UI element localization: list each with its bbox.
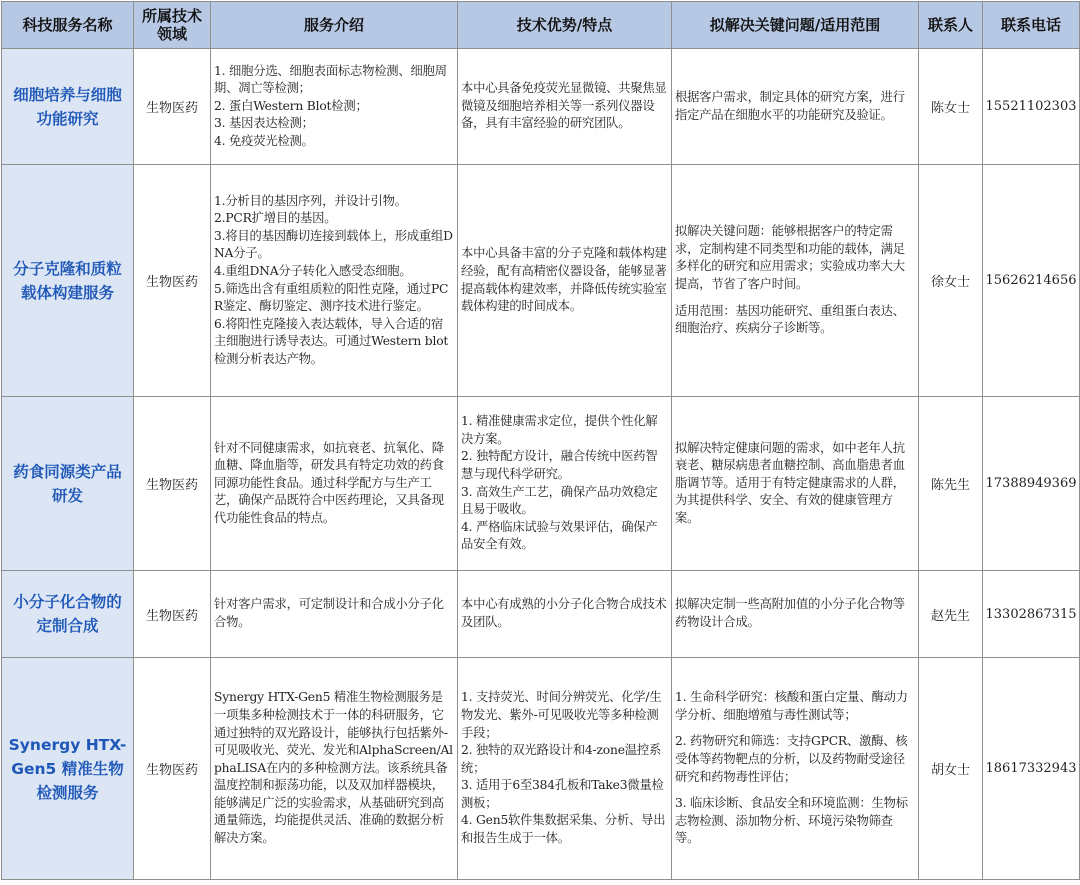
service-scope — [672, 571, 919, 658]
service-advantage — [458, 49, 672, 165]
tech-field: 生物医药 — [134, 49, 211, 165]
service-name: Synergy HTX-Gen5 精准生物检测服务 — [2, 658, 134, 880]
service-intro-line: 2. 蛋白Western Blot检测； — [214, 98, 368, 113]
service-advantage-line: 本中心具备丰富的分子克隆和载体构建经验，配有高精密仪器设备，能够显著提高载体构建效率，并降低传统实验室载体构建的时间成本。 — [461, 246, 667, 314]
contact-phone: 13302867315 — [983, 571, 1080, 658]
contact-phone: 18617332943 — [983, 658, 1080, 880]
service-intro — [211, 49, 458, 165]
table-row — [2, 49, 1080, 165]
service-scope-line: 拟解决关键问题：能够根据客户的特定需求，定制构建不同类型和功能的载体，满足多样化的研究和应用需求；实验成功率大大提高，节省了客户时间。 — [675, 224, 905, 291]
service-intro-line: 3. 基因表达检测； — [214, 116, 314, 131]
contact-person: 陈先生 — [919, 397, 983, 571]
contact-person: 胡女士 — [919, 658, 983, 880]
service-name: 细胞培养与细胞功能研究 — [2, 49, 134, 165]
service-intro-line: 5.筛选出含有重组质粒的阳性克隆，通过PCR鉴定、酶切鉴定、测序技术进行鉴定。 — [214, 281, 449, 314]
service-advantage-line: 1. 支持荧光、时间分辨荧光、化学/生物发光、紫外-可见吸收光等多种检测手段； — [461, 690, 662, 740]
table-row — [2, 397, 1080, 571]
service-advantage-line: 2. 独特的双光路设计和4-zone温控系统； — [461, 743, 662, 775]
service-intro — [211, 165, 458, 397]
service-intro — [211, 397, 458, 571]
service-advantage — [458, 165, 672, 397]
service-advantage-line: 4. 严格临床试验与效果评估，确保产品安全有效。 — [461, 519, 658, 552]
service-advantage-line: 2. 独特配方设计，融合传统中医药智慧与现代科学研究。 — [461, 449, 658, 481]
service-name: 小分子化合物的定制合成 — [2, 571, 134, 658]
service-scope-line: 根据客户需求，制定具体的研究方案，进行指定产品在细胞水平的功能研究及验证。 — [675, 89, 905, 122]
table-body — [2, 49, 1080, 880]
header-phone: 联系电话 — [983, 2, 1080, 49]
header-advantage: 技术优势/特点 — [458, 2, 672, 49]
service-name: 分子克隆和质粒载体构建服务 — [2, 165, 134, 397]
service-intro-line: 针对不同健康需求，如抗衰老、抗氧化、降血糖、降血脂等，研发具有特定功效的药食同源功能性食品。通过科学配方与生产工艺，确保产品既符合中医药理论，又具备现代功能性食品的特点。 — [214, 440, 444, 525]
tech-field: 生物医药 — [134, 165, 211, 397]
service-advantage — [458, 571, 672, 658]
service-scope-line: 适用范围：基因功能研究、重组蛋白表达、细胞治疗、疾病分子诊断等。 — [675, 303, 905, 336]
service-scope-line: 拟解决定制一些高附加值的小分子化合物等药物设计合成。 — [675, 597, 905, 629]
service-intro — [211, 571, 458, 658]
service-advantage-line: 3. 适用于6至384孔板和Take3微量检测板； — [461, 778, 664, 810]
header-row — [2, 2, 1080, 49]
service-intro-line: 4.重组DNA分子转化入感受态细胞。 — [214, 263, 412, 278]
service-intro-line: 针对客户需求，可定制设计和合成小分子化合物。 — [214, 597, 444, 629]
header-problem: 拟解决关键问题/适用范围 — [672, 2, 919, 49]
table-row — [2, 571, 1080, 658]
tech-field: 生物医药 — [134, 571, 211, 658]
service-advantage-line: 本中心具备免疫荧光显微镜、共聚焦显微镜及细胞培养相关等一系列仪器设备，具有丰富经验的研究团队。 — [461, 81, 667, 131]
contact-phone: 15521102303 — [983, 49, 1080, 165]
contact-phone: 17388949369 — [983, 397, 1080, 571]
service-scope — [672, 49, 919, 165]
service-intro-line: 1. 细胞分选、细胞表面标志物检测、细胞周期、凋亡等检测； — [214, 63, 447, 96]
service-scope-line: 1. 生命科学研究：核酸和蛋白定量、酶动力学分析、细胞增殖与毒性测试等； — [675, 690, 908, 722]
service-advantage-line: 3. 高效生产工艺，确保产品功效稳定且易于吸收。 — [461, 484, 658, 517]
service-intro-line: 1.分析目的基因序列，并设计引物。 — [214, 193, 407, 208]
header-field: 所属技术领域 — [134, 2, 211, 49]
service-advantage-line: 1. 精准健康需求定位，提供个性化解决方案。 — [461, 414, 658, 446]
table-row — [2, 658, 1080, 880]
service-intro-line: 2.PCR扩增目的基因。 — [214, 211, 337, 226]
service-scope — [672, 165, 919, 397]
service-advantage — [458, 397, 672, 571]
tech-field: 生物医药 — [134, 658, 211, 880]
service-name: 药食同源类产品研发 — [2, 397, 134, 571]
header-intro: 服务介绍 — [211, 2, 458, 49]
header-name: 科技服务名称 — [2, 2, 134, 49]
service-advantage-line: 4. Gen5软件集数据采集、分析、导出和报告生成于一体。 — [461, 813, 666, 846]
contact-person: 陈女士 — [919, 49, 983, 165]
service-advantage — [458, 658, 672, 880]
service-table — [1, 1, 1080, 880]
service-scope — [672, 397, 919, 571]
header-contact: 联系人 — [919, 2, 983, 49]
service-scope-line: 2. 药物研究和筛选：支持GPCR、激酶、核受体等药物靶点的分析，以及药物耐受途径研究和药物毒性评估； — [675, 734, 908, 784]
service-scope-line: 拟解决特定健康问题的需求，如中老年人抗衰老、糖尿病患者血糖控制、高血脂患者血脂调节等。适用于有特定健康需求的人群，为其提供科学、安全、有效的健康管理方案。 — [675, 440, 905, 525]
contact-person: 徐女士 — [919, 165, 983, 397]
tech-field: 生物医药 — [134, 397, 211, 571]
service-advantage-line: 本中心有成熟的小分子化合物合成技术及团队。 — [461, 597, 667, 629]
service-scope-line: 3. 临床诊断、食品安全和环境监测：生物标志物检测、添加物分析、环境污染物筛查等。 — [675, 796, 908, 846]
service-scope — [672, 658, 919, 880]
service-intro-line: 3.将目的基因酶切连接到载体上，形成重组DNA分子。 — [214, 228, 453, 261]
table-row — [2, 165, 1080, 397]
service-intro-line: 6.将阳性克隆接入表达载体，导入合适的宿主细胞进行诱导表达。可通过Western blot检测分析表达产物。 — [214, 316, 449, 366]
service-intro-line: Synergy HTX-Gen5 精准生物检测服务是一项集多种检测技术于一体的科研服务，它通过独特的双光路设计，能够执行包括紫外-可见吸收光、荧光、发光和AlphaScreen/AlphaLISA在内的多种检测方法。该系统具备温度控制和振荡功能，以及双加样器模块，能够满足广泛的实验需求，从基础研究到高通量筛选，均能提供灵活、准确的数据分析解决方案。 — [214, 690, 453, 846]
service-intro — [211, 658, 458, 880]
contact-phone: 15626214656 — [983, 165, 1080, 397]
service-intro-line: 4. 免疫荧光检测。 — [214, 133, 314, 148]
contact-person: 赵先生 — [919, 571, 983, 658]
